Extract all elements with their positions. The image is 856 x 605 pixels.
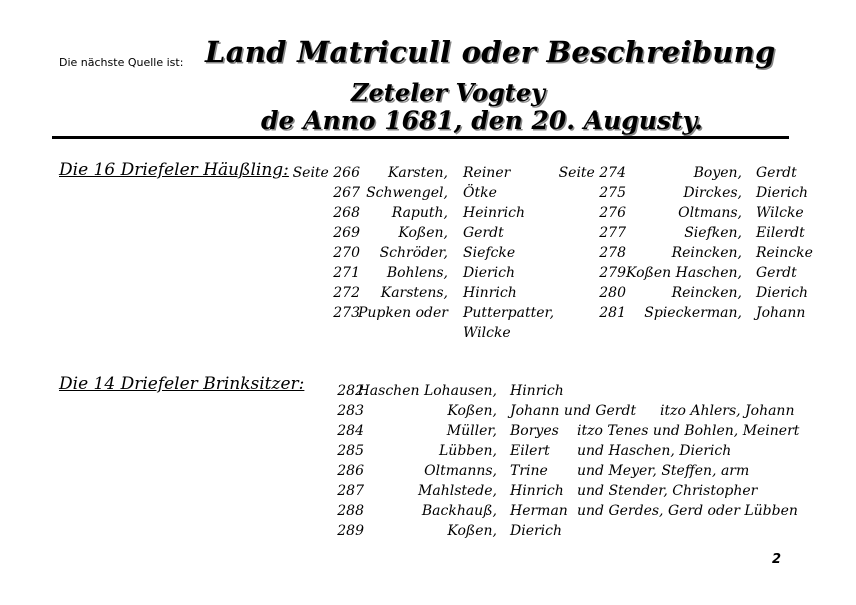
entry-given-name: Herman <box>510 503 568 519</box>
entry-page: 287 <box>337 483 364 499</box>
page-number: 2 <box>772 552 782 567</box>
entry-note: und Haschen, Dierich <box>577 443 732 459</box>
entry-surname: Schröder, <box>379 245 448 261</box>
entry-given-name: Boryes <box>510 423 559 439</box>
entry-page: 282 <box>337 383 364 399</box>
entry-surname: Raputh, <box>391 205 448 221</box>
entry-page: 270 <box>333 245 360 261</box>
entry-surname: Lübben, <box>439 443 497 459</box>
entry-given-name: Dierich <box>756 285 809 301</box>
entry-page: 286 <box>337 463 364 479</box>
entry-surname: Siefken, <box>684 225 742 241</box>
entry-page: Seite 266 <box>292 165 360 181</box>
entry-surname: Haschen Lohausen, <box>357 383 497 399</box>
entry-page: 271 <box>333 265 360 281</box>
entry-given-name-cont: Wilcke <box>463 325 511 341</box>
entry-page: 272 <box>333 285 360 301</box>
entry-surname: Schwengel, <box>366 185 448 201</box>
header-divider <box>52 136 789 139</box>
entry-page: 285 <box>337 443 364 459</box>
entry-given-name: Dierich <box>510 523 563 539</box>
entry-surname: Karsten, <box>387 165 448 181</box>
entry-page: 289 <box>337 523 364 539</box>
entry-given-name: Dierich <box>463 265 516 281</box>
document-date-line: de Anno 1681, den 20. Augusty. <box>261 106 703 135</box>
entry-page: 281 <box>599 305 626 321</box>
entry-page: 284 <box>337 423 364 439</box>
entry-surname: Koßen, <box>398 225 448 241</box>
entry-given-name: Eilerdt <box>756 225 805 241</box>
entry-given-name: Johann <box>756 305 806 321</box>
entry-page: 278 <box>599 245 626 261</box>
entry-surname: Spieckerman, <box>644 305 742 321</box>
entry-given-name: Reincke <box>756 245 813 261</box>
entry-page: Seite 274 <box>558 165 626 181</box>
entry-given-name: Wilcke <box>756 205 804 221</box>
entry-surname: Boyen, <box>693 165 742 181</box>
entry-given-name: Hinrich <box>510 483 564 499</box>
entry-surname: Oltmanns, <box>424 463 497 479</box>
entry-note: itzo Tenes und Bohlen, Meinert <box>577 423 800 439</box>
entry-given-name: Johann und Gerdt <box>510 403 637 419</box>
entry-page: 275 <box>599 185 626 201</box>
entry-page: 276 <box>599 205 626 221</box>
entry-surname: Mahlstede, <box>418 483 497 499</box>
entry-given-name: Heinrich <box>463 205 526 221</box>
entry-surname: Koßen, <box>447 403 497 419</box>
entry-given-name: Gerdt <box>756 165 797 181</box>
entry-surname: Reincken, <box>671 285 742 301</box>
entry-note: und Stender, Christopher <box>577 483 758 499</box>
document-title: Land Matricull oder Beschreibung <box>205 35 776 69</box>
entry-given-name: Trine <box>510 463 548 479</box>
entry-note: und Gerdes, Gerd oder Lübben <box>577 503 798 519</box>
entry-page: 288 <box>337 503 364 519</box>
entry-surname: Koßen, <box>447 523 497 539</box>
entry-given-name: Putterpatter, <box>463 305 555 321</box>
entry-given-name: Ötke <box>463 185 497 201</box>
entry-note: itzo Ahlers, Johann <box>660 403 795 419</box>
section-heading-brinksitzer: Die 14 Driefeler Brinksitzer: <box>59 374 305 394</box>
entry-page: 273 <box>333 305 360 321</box>
entry-given-name: Hinrich <box>463 285 517 301</box>
entry-given-name: Eilert <box>510 443 550 459</box>
entry-page: 268 <box>333 205 360 221</box>
entry-surname: Reincken, <box>671 245 742 261</box>
entry-page: 269 <box>333 225 360 241</box>
document-subtitle: Zeteler Vogtey <box>351 78 546 107</box>
intro-text: Die nächste Quelle ist: <box>59 56 184 69</box>
entry-given-name: Siefcke <box>463 245 516 261</box>
entry-surname: Müller, <box>446 423 497 439</box>
entry-given-name: Hinrich <box>510 383 564 399</box>
entry-page: 283 <box>337 403 364 419</box>
entry-surname: Koßen Haschen, <box>626 265 742 281</box>
entry-page: 277 <box>599 225 626 241</box>
entry-page: 280 <box>599 285 626 301</box>
entry-given-name: Reiner <box>463 165 511 181</box>
section-heading-haeussling: Die 16 Driefeler Häußling: <box>59 160 289 180</box>
entry-surname: Pupken oder <box>357 305 448 321</box>
entry-given-name: Dierich <box>756 185 809 201</box>
entry-page: 279 <box>599 265 626 281</box>
entry-surname: Dirckes, <box>683 185 742 201</box>
entry-given-name: Gerdt <box>756 265 797 281</box>
entry-surname: Bohlens, <box>386 265 448 281</box>
entry-surname: Oltmans, <box>678 205 742 221</box>
entry-surname: Backhauß, <box>421 503 497 519</box>
entry-page: 267 <box>333 185 360 201</box>
entry-note: und Meyer, Steffen, arm <box>577 463 750 479</box>
entry-given-name: Gerdt <box>463 225 504 241</box>
entry-surname: Karstens, <box>380 285 448 301</box>
